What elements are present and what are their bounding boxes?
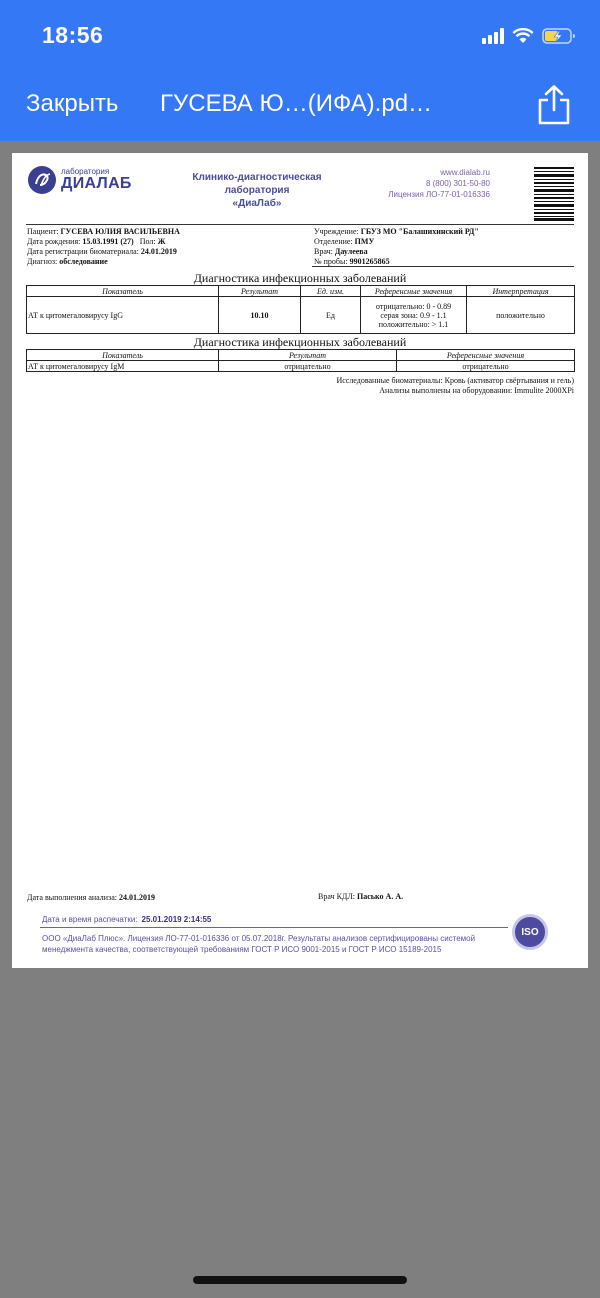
birth-date: 15.03.1991 (27)	[82, 237, 134, 246]
section-title-1: Диагностика инфекционных заболеваний	[193, 271, 407, 285]
footer-certification	[42, 933, 492, 955]
test-unit: Ед	[301, 297, 361, 334]
navigation-bar	[0, 0, 600, 141]
lab-phone: 8 (800) 301-50-80	[425, 179, 490, 188]
results-table-igg	[26, 285, 575, 334]
share-icon	[536, 84, 572, 126]
lab-name-line1: Клинико-диагностическая лаборатория	[192, 172, 322, 196]
col-header: Референсные значения	[397, 350, 575, 361]
footer-line1: ООО «ДиаЛаб Плюс». Лицензия ЛО-77-01-016336 от 05.07.2018г. Результаты анализов сертифицированы системой	[42, 934, 476, 943]
table-row	[27, 297, 575, 334]
pdf-page	[12, 153, 588, 968]
footer-line2: менеджмента качества, соответствующей требованиям ГОСТ Р ИСО 9001-2015 и ГОСТ Р ИСО 15189-2015	[42, 945, 442, 954]
doctor-label: Врач:	[314, 247, 333, 256]
diag-label: Диагноз:	[27, 257, 58, 266]
col-header: Ед. изм.	[301, 286, 361, 297]
probe-label: № пробы:	[314, 257, 348, 266]
status-icons	[482, 24, 576, 48]
reg-label: Дата регистрации биоматериала:	[27, 247, 139, 256]
ref-gray-zone: серая зона: 0.9 - 1.1	[380, 310, 447, 320]
analysis-notes	[336, 376, 574, 396]
test-name: АТ к цитомегаловирусу IgM	[27, 361, 219, 372]
test-reference	[361, 297, 467, 334]
done-label: Дата выполнения анализа:	[27, 893, 117, 902]
col-header: Интерпретация	[467, 286, 575, 297]
done-value: 24.01.2019	[119, 893, 155, 902]
info-divider	[312, 266, 574, 267]
print-time	[42, 915, 211, 924]
doctor-value: Даулеева	[334, 247, 368, 256]
patient-info	[27, 227, 180, 267]
test-reference: отрицательно	[397, 361, 575, 372]
reg-date: 24.01.2019	[140, 247, 177, 256]
logo-caption: лаборатория	[61, 167, 110, 176]
battery-icon	[542, 28, 576, 44]
col-header: Референсные значения	[361, 286, 467, 297]
kdl-value: Пасько А. А.	[357, 892, 404, 901]
header-divider	[26, 224, 574, 225]
lab-site: www.dialab.ru	[440, 168, 490, 177]
probe-value: 9901265865	[349, 257, 390, 266]
test-interpretation: положительно	[467, 297, 575, 334]
test-result: 10.10	[219, 297, 301, 334]
patient-label: Пациент:	[27, 227, 59, 236]
test-result: отрицательно	[219, 361, 397, 372]
table-header-row	[27, 350, 575, 361]
barcode-icon	[534, 167, 574, 221]
inst-value: ГБУЗ МО "Балашихинский РД"	[360, 227, 479, 236]
dept-value: ПМУ	[354, 237, 375, 246]
kdl-label: Врач КДЛ:	[318, 892, 356, 901]
table-header-row	[27, 286, 575, 297]
birth-label: Дата рождения:	[27, 237, 81, 246]
col-header: Показатель	[27, 286, 219, 297]
equipment-note: Анализы выполнены на оборудовании: Immulite 2000XPi	[379, 386, 574, 395]
dept-label: Отделение:	[314, 237, 353, 246]
ref-positive: положительно: > 1.1	[378, 319, 449, 329]
dialab-logo-icon	[27, 165, 57, 195]
institution-info	[314, 227, 479, 267]
status-time: 18:56	[42, 22, 104, 48]
wifi-icon	[512, 28, 534, 44]
sex-label: Пол:	[139, 237, 156, 246]
footer-divider	[40, 927, 508, 928]
biomaterial-note: Исследованные биоматериалы: Кровь (активатор свёртывания и гель)	[336, 376, 574, 385]
document-title: ГУСЕВА Ю…(ИФА).pd…	[160, 90, 433, 117]
sex-value: Ж	[157, 237, 166, 246]
kdl-doctor	[318, 892, 403, 901]
logo-name: ДИАЛАБ	[61, 175, 132, 192]
lab-contacts	[372, 167, 490, 200]
ref-negative: отрицательно: 0 - 0.89	[375, 301, 452, 311]
iso-badge-icon: ISO	[512, 914, 548, 950]
share-button[interactable]	[536, 84, 572, 126]
lab-license: Лицензия ЛО-77-01-016336	[388, 190, 490, 199]
col-header: Результат	[219, 286, 301, 297]
close-button[interactable]: Закрыть	[26, 90, 119, 117]
lab-logo	[27, 165, 132, 195]
home-indicator[interactable]	[193, 1276, 407, 1284]
test-name: АТ к цитомегаловирусу IgG	[27, 297, 219, 334]
print-value: 25.01.2019 2:14:55	[141, 915, 212, 924]
table-row	[27, 361, 575, 372]
cellular-signal-icon	[482, 28, 504, 44]
patient-name: ГУСЕВА ЮЛИЯ ВАСИЛЬЕВНА	[60, 227, 180, 236]
lab-name-line2: «ДиаЛаб»	[232, 198, 282, 209]
print-label: Дата и время распечатки:	[42, 915, 138, 924]
results-table-igm	[26, 349, 575, 372]
col-header: Показатель	[27, 350, 219, 361]
diag-value: обследование	[59, 257, 108, 266]
inst-label: Учреждение:	[314, 227, 359, 236]
analysis-date	[27, 893, 155, 902]
lab-name	[162, 171, 352, 210]
section-title-2: Диагностика инфекционных заболеваний	[193, 335, 407, 349]
col-header: Результат	[219, 350, 397, 361]
